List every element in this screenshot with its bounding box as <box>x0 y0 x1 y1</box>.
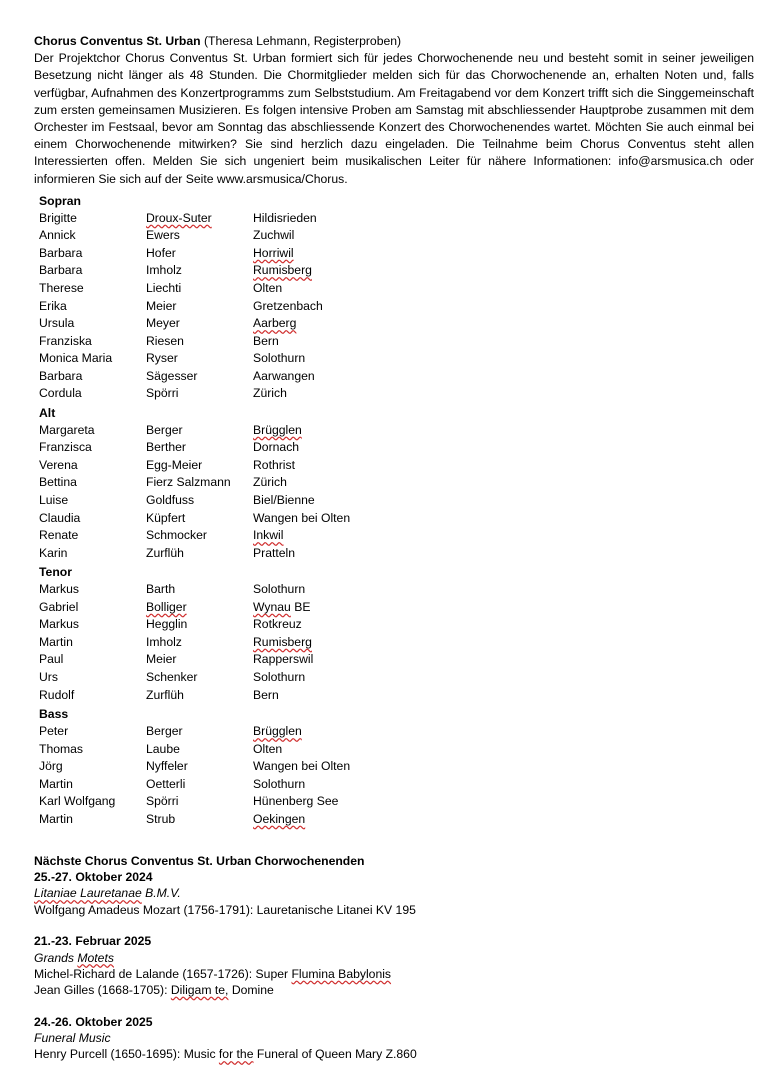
table-row <box>39 245 323 263</box>
last-name: Hofer <box>146 245 176 260</box>
place: Brügglen <box>253 724 302 739</box>
last-name: Zurflüh <box>146 545 184 560</box>
upcoming-weekends <box>34 853 417 1078</box>
last-name: Barth <box>146 582 176 597</box>
first-name: Erika <box>39 298 67 313</box>
place: Olten <box>253 741 283 756</box>
place: Oekingen <box>253 811 306 826</box>
place: Bern <box>253 333 279 348</box>
table-row <box>39 280 323 298</box>
place: Zürich <box>253 475 287 490</box>
table-row <box>39 227 323 245</box>
table-row <box>39 422 350 440</box>
event-date: 21.-23. Februar 2025 <box>34 934 152 949</box>
place: Bern <box>253 687 279 702</box>
first-name: Martin <box>39 811 73 826</box>
first-name: Karl Wolfgang <box>39 794 116 809</box>
last-name: Ewers <box>146 228 180 243</box>
last-name: Berther <box>146 440 186 455</box>
last-name: Zurflüh <box>146 687 184 702</box>
table-row <box>39 741 350 759</box>
first-name: Paul <box>39 652 64 667</box>
table-row <box>39 776 350 794</box>
member-table-sopran <box>39 210 323 403</box>
first-name: Martin <box>39 634 73 649</box>
event-item <box>34 933 417 998</box>
last-name: Ryser <box>146 351 178 366</box>
section-title-tenor: Tenor <box>39 565 72 580</box>
place: Aarwangen <box>253 368 315 383</box>
event-date: 25.-27. Oktober 2024 <box>34 870 153 885</box>
place: Brügglen <box>253 422 302 437</box>
event-list <box>34 869 417 1062</box>
place: Rotkreuz <box>253 617 302 632</box>
section-title-bass: Bass <box>39 707 69 722</box>
last-name: Imholz <box>146 263 182 278</box>
place: Solothurn <box>253 776 306 791</box>
first-name: Markus <box>39 582 79 597</box>
table-row <box>39 315 323 333</box>
table-row <box>39 669 313 687</box>
first-name: Martin <box>39 776 73 791</box>
event-work: Jean Gilles (1668-1705): Diligam te, Domine <box>34 982 274 997</box>
place: Gretzenbach <box>253 298 323 313</box>
last-name: Spörri <box>146 794 179 809</box>
event-name: Litaniae Lauretanae B.M.V. <box>34 886 181 901</box>
last-name: Imholz <box>146 634 182 649</box>
last-name: Schenker <box>146 669 198 684</box>
last-name: Sägesser <box>146 368 198 383</box>
section-title-sopran: Sopran <box>39 193 81 208</box>
first-name: Urs <box>39 669 58 684</box>
first-name: Peter <box>39 724 69 739</box>
table-row <box>39 262 323 280</box>
first-name: Gabriel <box>39 599 79 614</box>
intro-text: Der Projektchor Chorus Conventus St. Urban formiert sich für jedes Chorwochenende neu und besteht somit in seiner jeweiligen Besetzung nicht länger als 48 Stunden. Die Chormitglieder melden sich für das Chorwochenende an, erhalten Noten und, falls verfügbar, Aufnahmen des Konzertprogramms zum Selbststudium. Am Freitagabend vor dem Konzert trifft sich die Singgemeinschaft zum ersten gemeinsamen Musizieren. Es folgen intensive Proben am Samstag mit abschliessender Hauptprobe zusammen mit dem Orchester im Festsaal, bevor am Sonntag das abschliessende Konzert des Chorwochenendes wartet. Möchten Sie auch einmal bei einem Chorwochenende mitwirken? Sie sind herzlich dazu eingeladen. Die Teilnahme beim Chorus Conventus steht allen Interessierten offen. Melden Sie sich ungeniert beim musikalischen Leiter für nähere Informationen: info@arsmusica.ch oder informieren Sie sich auf der Seite www.arsmusica/Chorus. <box>34 51 754 186</box>
place: Rumisberg <box>253 634 312 649</box>
first-name: Annick <box>39 228 76 243</box>
last-name: Küpfert <box>146 510 186 525</box>
intro-paragraph <box>34 33 754 188</box>
event-work: Wolfgang Amadeus Mozart (1756-1791): Lauretanische Litanei KV 195 <box>34 902 416 917</box>
first-name: Bettina <box>39 475 77 490</box>
last-name: Goldfuss <box>146 493 195 508</box>
first-name: Brigitte <box>39 210 77 225</box>
last-name: Schmocker <box>146 528 207 543</box>
first-name: Markus <box>39 617 79 632</box>
first-name: Cordula <box>39 386 82 401</box>
last-name: Berger <box>146 724 183 739</box>
place: Biel/Bienne <box>253 493 315 508</box>
last-name: Oetterli <box>146 776 186 791</box>
table-row <box>39 474 350 492</box>
place: Rumisberg <box>253 263 312 278</box>
table-row <box>39 599 313 617</box>
first-name: Jörg <box>39 759 63 774</box>
table-row <box>39 527 350 545</box>
place: Zürich <box>253 386 287 401</box>
place: Rothrist <box>253 457 295 472</box>
place: Hünenberg See <box>253 794 339 809</box>
last-name: Fierz Salzmann <box>146 475 231 490</box>
first-name: Margareta <box>39 422 95 437</box>
last-name: Laube <box>146 741 180 756</box>
place: Wangen bei Olten <box>253 759 351 774</box>
last-name: Meyer <box>146 316 180 331</box>
first-name: Barbara <box>39 245 83 260</box>
place: Solothurn <box>253 669 306 684</box>
document-page <box>34 33 754 828</box>
place: Solothurn <box>253 351 306 366</box>
table-row <box>39 333 323 351</box>
last-name: Nyffeler <box>146 759 188 774</box>
upcoming-title: Nächste Chorus Conventus St. Urban Chorwochenenden <box>34 854 365 868</box>
table-row <box>39 634 313 652</box>
table-row <box>39 210 323 228</box>
table-row <box>39 368 323 386</box>
last-name: Meier <box>146 652 177 667</box>
table-row <box>39 510 350 528</box>
event-work: Michel-Richard de Lalande (1657-1726): Super Flumina Babylonis <box>34 966 392 981</box>
table-row <box>39 651 313 669</box>
last-name: Spörri <box>146 386 179 401</box>
table-row <box>39 723 350 741</box>
last-name: Droux-Suter <box>146 210 212 225</box>
event-item <box>34 1014 417 1063</box>
last-name: Riesen <box>146 333 184 348</box>
place: Aarberg <box>253 316 297 331</box>
first-name: Luise <box>39 493 69 508</box>
table-row <box>39 687 313 705</box>
member-table-alt <box>39 422 350 562</box>
first-name: Renate <box>39 528 79 543</box>
first-name: Karin <box>39 545 68 560</box>
table-row <box>39 457 350 475</box>
last-name: Berger <box>146 422 183 437</box>
last-name: Liechti <box>146 281 182 296</box>
event-name: Grands Motets <box>34 950 114 965</box>
place: Zuchwil <box>253 228 295 243</box>
table-row <box>39 758 350 776</box>
place: Solothurn <box>253 582 306 597</box>
member-table-tenor <box>39 581 313 704</box>
table-row <box>39 298 323 316</box>
event-date: 24.-26. Oktober 2025 <box>34 1014 153 1029</box>
section-title-alt: Alt <box>39 405 56 420</box>
place: Pratteln <box>253 545 296 560</box>
table-row <box>39 616 313 634</box>
table-row <box>39 385 323 403</box>
table-row <box>39 793 350 811</box>
first-name: Verena <box>39 457 78 472</box>
place: Hildisrieden <box>253 210 317 225</box>
first-name: Barbara <box>39 368 83 383</box>
member-sections <box>34 192 754 829</box>
place: Wynau BE <box>253 599 311 614</box>
first-name: Barbara <box>39 263 83 278</box>
last-name: Egg-Meier <box>146 457 203 472</box>
place: Wangen bei Olten <box>253 510 351 525</box>
first-name: Franziska <box>39 333 92 348</box>
place: Inkwil <box>253 528 284 543</box>
place: Horriwil <box>253 245 294 260</box>
first-name: Therese <box>39 281 84 296</box>
event-work: Henry Purcell (1650-1695): Music for the Funeral of Queen Mary Z.860 <box>34 1047 417 1062</box>
last-name: Bolliger <box>146 599 187 614</box>
place: Olten <box>253 281 283 296</box>
first-name: Thomas <box>39 741 84 756</box>
choir-title: Chorus Conventus St. Urban <box>34 34 201 48</box>
first-name: Rudolf <box>39 687 75 702</box>
member-table-bass <box>39 723 350 828</box>
first-name: Franzisca <box>39 440 92 455</box>
last-name: Strub <box>146 811 176 826</box>
first-name: Ursula <box>39 316 75 331</box>
last-name: Hegglin <box>146 617 188 632</box>
table-row <box>39 581 313 599</box>
place: Dornach <box>253 440 300 455</box>
first-name: Claudia <box>39 510 81 525</box>
first-name: Monica Maria <box>39 351 113 366</box>
place: Rapperswil <box>253 652 314 667</box>
table-row <box>39 545 350 563</box>
event-item <box>34 869 417 918</box>
table-row <box>39 439 350 457</box>
event-name: Funeral Music <box>34 1030 111 1045</box>
last-name: Meier <box>146 298 177 313</box>
table-row <box>39 811 350 829</box>
table-row <box>39 492 350 510</box>
choir-subtitle: (Theresa Lehmann, Registerproben) <box>200 34 402 48</box>
table-row <box>39 350 323 368</box>
